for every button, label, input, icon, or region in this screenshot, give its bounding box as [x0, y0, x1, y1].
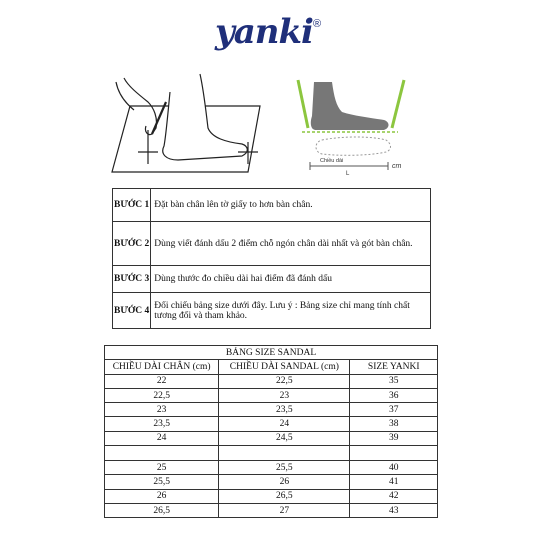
- sandal-length-cell: 25,5: [219, 461, 350, 475]
- foot-length-cell: 25: [105, 461, 219, 475]
- table-row: [105, 403, 438, 417]
- size-cell: 42: [350, 489, 438, 503]
- size-cell: 35: [350, 374, 438, 388]
- measuring-steps-table: [112, 188, 431, 329]
- table-row: [105, 489, 438, 503]
- foot-measure-illustration: [292, 76, 412, 180]
- header-sandal-length: CHIỀU DÀI SANDAL (cm): [219, 360, 350, 374]
- empty-cell: [219, 446, 350, 461]
- logo-text: yanki: [214, 12, 313, 52]
- sandal-length-cell: 23,5: [219, 403, 350, 417]
- foot-tracing-illustration: [108, 72, 278, 180]
- sandal-length-cell: 23: [219, 388, 350, 402]
- size-cell: 41: [350, 475, 438, 489]
- step-row: [113, 293, 431, 329]
- step-text: Dùng thước đo chiều dài hai điểm đã đánh dấu: [151, 266, 431, 293]
- step-label: BƯỚC 3: [113, 266, 151, 293]
- sandal-size-table: [104, 345, 438, 518]
- step-row: [113, 222, 431, 266]
- foot-length-cell: 22: [105, 374, 219, 388]
- step-row: [113, 189, 431, 222]
- axis-l-label: L: [346, 171, 350, 177]
- axis-length-label: Chiều dài: [320, 158, 344, 164]
- step-row: [113, 266, 431, 293]
- step-text: Đặt bàn chân lên tờ giấy to hơn bàn chân.: [151, 189, 431, 222]
- size-cell: 38: [350, 417, 438, 431]
- sandal-length-cell: 24: [219, 417, 350, 431]
- foot-length-cell: 25,5: [105, 475, 219, 489]
- table-row: [105, 461, 438, 475]
- foot-length-cell: 26: [105, 489, 219, 503]
- empty-cell: [105, 446, 219, 461]
- table-row: [105, 417, 438, 431]
- step-text: Đối chiếu bảng size dưới đây. Lưu ý : Bảng size chỉ mang tính chất tương đối và tham khảo.: [151, 293, 431, 329]
- sandal-length-cell: 27: [219, 503, 350, 517]
- unit-label: cm: [392, 163, 402, 170]
- empty-cell: [350, 446, 438, 461]
- size-cell: 36: [350, 388, 438, 402]
- sandal-length-cell: 24,5: [219, 431, 350, 445]
- table-row: [105, 431, 438, 445]
- step-text: Dùng viết đánh dấu 2 điểm chỗ ngón chân dài nhất và gót bàn chân.: [151, 222, 431, 266]
- step-label: BƯỚC 4: [113, 293, 151, 329]
- size-cell: 37: [350, 403, 438, 417]
- foot-length-cell: 22,5: [105, 388, 219, 402]
- table-row: [105, 475, 438, 489]
- table-row: [105, 374, 438, 388]
- step-label: BƯỚC 2: [113, 222, 151, 266]
- foot-length-cell: 23: [105, 403, 219, 417]
- foot-length-cell: 26,5: [105, 503, 219, 517]
- size-cell: 43: [350, 503, 438, 517]
- size-cell: 39: [350, 431, 438, 445]
- header-size: SIZE YANKI: [350, 360, 438, 374]
- size-cell: 40: [350, 461, 438, 475]
- foot-length-cell: 23,5: [105, 417, 219, 431]
- table-row: [105, 388, 438, 402]
- header-foot-length: CHIỀU DÀI CHÂN (cm): [105, 360, 219, 374]
- registered-mark: ®: [312, 18, 322, 30]
- foot-length-cell: 24: [105, 431, 219, 445]
- table-row: [105, 503, 438, 517]
- table-spacer-row: [105, 446, 438, 461]
- size-table-title: BẢNG SIZE SANDAL: [105, 346, 438, 360]
- size-table-header: [105, 360, 438, 374]
- sandal-length-cell: 22,5: [219, 374, 350, 388]
- step-label: BƯỚC 1: [113, 189, 151, 222]
- sandal-length-cell: 26,5: [219, 489, 350, 503]
- brand-logo: [0, 12, 536, 52]
- sandal-length-cell: 26: [219, 475, 350, 489]
